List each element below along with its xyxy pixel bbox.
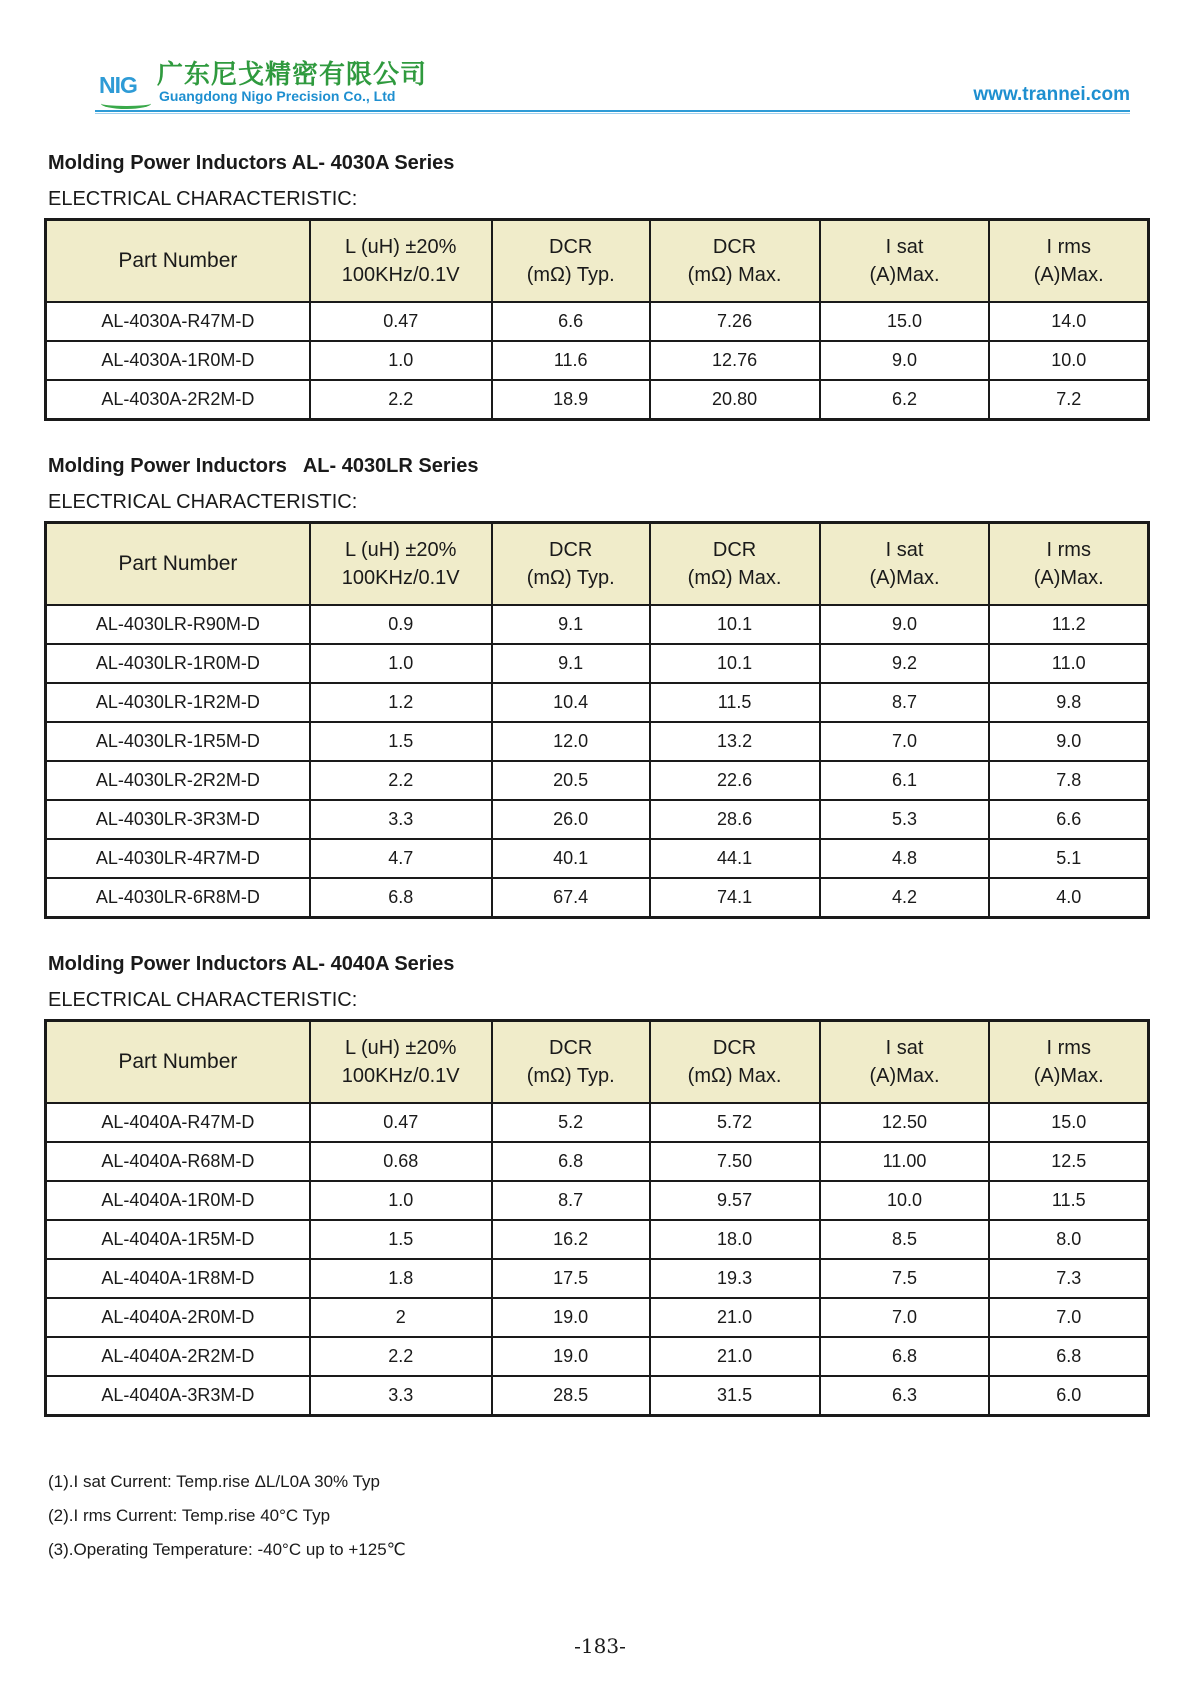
cell-irms: 7.3 xyxy=(989,1259,1148,1298)
cell-irms: 15.0 xyxy=(989,1103,1148,1142)
cell-dcr-max: 19.3 xyxy=(650,1259,820,1298)
cell-irms: 9.0 xyxy=(989,722,1148,761)
cell-dcr-typ: 16.2 xyxy=(492,1220,650,1259)
cell-isat: 6.2 xyxy=(820,380,990,420)
cell-isat: 6.3 xyxy=(820,1376,990,1416)
company-name-chinese: 广东尼戈精密有限公司 xyxy=(157,60,428,90)
cell-dcr-typ: 10.4 xyxy=(492,683,650,722)
cell-irms: 14.0 xyxy=(989,302,1148,341)
cell-dcr-max: 20.80 xyxy=(650,380,820,420)
cell-part-number: AL-4040A-1R0M-D xyxy=(46,1181,310,1220)
cell-dcr-max: 74.1 xyxy=(650,878,820,918)
cell-dcr-typ: 12.0 xyxy=(492,722,650,761)
cell-dcr-max: 5.72 xyxy=(650,1103,820,1142)
cell-part-number: AL-4040A-R68M-D xyxy=(46,1142,310,1181)
cell-isat: 12.50 xyxy=(820,1103,990,1142)
cell-dcr-typ: 18.9 xyxy=(492,380,650,420)
cell-dcr-max: 44.1 xyxy=(650,839,820,878)
section-subtitle: ELECTRICAL CHARACTERISTIC: xyxy=(48,989,358,1011)
col-header-part-number: Part Number xyxy=(46,523,310,606)
cell-irms: 6.0 xyxy=(989,1376,1148,1416)
logo-text: NIG xyxy=(99,72,137,98)
cell-dcr-max: 9.57 xyxy=(650,1181,820,1220)
table-row xyxy=(46,1181,1149,1220)
cell-dcr-typ: 11.6 xyxy=(492,341,650,380)
cell-isat: 7.5 xyxy=(820,1259,990,1298)
cell-dcr-typ: 8.7 xyxy=(492,1181,650,1220)
page-header xyxy=(95,50,1130,112)
cell-inductance: 0.47 xyxy=(310,302,492,341)
cell-dcr-typ: 9.1 xyxy=(492,605,650,644)
cell-inductance: 3.3 xyxy=(310,1376,492,1416)
cell-dcr-max: 21.0 xyxy=(650,1298,820,1337)
cell-irms: 9.8 xyxy=(989,683,1148,722)
cell-dcr-typ: 17.5 xyxy=(492,1259,650,1298)
series-section-4030a xyxy=(44,150,1152,421)
col-header-dcr-max: DCR (mΩ) Max. xyxy=(650,1021,820,1104)
col-header-inductance: L (uH) ±20% 100KHz/0.1V xyxy=(310,1021,492,1104)
col-header-isat: I sat (A)Max. xyxy=(820,523,990,606)
table-row xyxy=(46,722,1149,761)
section-title: Molding Power Inductors AL- 4030A Series xyxy=(48,152,455,174)
cell-isat: 7.0 xyxy=(820,722,990,761)
cell-inductance: 4.7 xyxy=(310,839,492,878)
cell-dcr-max: 31.5 xyxy=(650,1376,820,1416)
cell-part-number: AL-4030LR-6R8M-D xyxy=(46,878,310,918)
cell-isat: 9.2 xyxy=(820,644,990,683)
cell-dcr-typ: 28.5 xyxy=(492,1376,650,1416)
col-header-part-number: Part Number xyxy=(46,1021,310,1104)
table-row xyxy=(46,341,1149,380)
cell-dcr-max: 12.76 xyxy=(650,341,820,380)
cell-irms: 6.6 xyxy=(989,800,1148,839)
cell-part-number: AL-4030LR-1R5M-D xyxy=(46,722,310,761)
cell-inductance: 2.2 xyxy=(310,380,492,420)
table-row xyxy=(46,605,1149,644)
cell-isat: 9.0 xyxy=(820,341,990,380)
cell-dcr-max: 28.6 xyxy=(650,800,820,839)
footnote-operating-temp: (3).Operating Temperature: -40°C up to +125℃ xyxy=(48,1540,406,1559)
table-row xyxy=(46,644,1149,683)
cell-part-number: AL-4040A-3R3M-D xyxy=(46,1376,310,1416)
company-name-english: Guangdong Nigo Precision Co., Ltd xyxy=(159,88,396,104)
cell-isat: 5.3 xyxy=(820,800,990,839)
cell-part-number: AL-4040A-1R8M-D xyxy=(46,1259,310,1298)
cell-part-number: AL-4030A-R47M-D xyxy=(46,302,310,341)
section-title: Molding Power Inductors AL- 4040A Series xyxy=(48,953,455,975)
table-row xyxy=(46,1103,1149,1142)
table-row xyxy=(46,839,1149,878)
cell-dcr-typ: 40.1 xyxy=(492,839,650,878)
col-header-irms: I rms (A)Max. xyxy=(989,523,1148,606)
cell-part-number: AL-4030LR-2R2M-D xyxy=(46,761,310,800)
col-header-inductance: L (uH) ±20% 100KHz/0.1V xyxy=(310,220,492,303)
col-header-irms: I rms (A)Max. xyxy=(989,220,1148,303)
cell-isat: 10.0 xyxy=(820,1181,990,1220)
table-row xyxy=(46,1376,1149,1416)
col-header-dcr-max: DCR (mΩ) Max. xyxy=(650,220,820,303)
cell-inductance: 0.68 xyxy=(310,1142,492,1181)
table-header-row xyxy=(46,1021,1149,1104)
cell-irms: 11.2 xyxy=(989,605,1148,644)
cell-dcr-typ: 5.2 xyxy=(492,1103,650,1142)
cell-inductance: 0.9 xyxy=(310,605,492,644)
cell-dcr-max: 7.26 xyxy=(650,302,820,341)
cell-inductance: 1.8 xyxy=(310,1259,492,1298)
table-row xyxy=(46,878,1149,918)
cell-dcr-max: 10.1 xyxy=(650,605,820,644)
spec-table-4030lr xyxy=(44,521,1150,919)
table-row xyxy=(46,1337,1149,1376)
table-row xyxy=(46,380,1149,420)
cell-isat: 4.2 xyxy=(820,878,990,918)
section-title: Molding Power Inductors AL- 4030LR Series xyxy=(48,455,479,477)
cell-inductance: 1.5 xyxy=(310,722,492,761)
col-header-inductance: L (uH) ±20% 100KHz/0.1V xyxy=(310,523,492,606)
header-divider-light xyxy=(95,113,1130,114)
cell-dcr-max: 21.0 xyxy=(650,1337,820,1376)
footnote-irms: (2).I rms Current: Temp.rise 40°C Typ xyxy=(48,1506,331,1525)
table-header-row xyxy=(46,220,1149,303)
cell-inductance: 3.3 xyxy=(310,800,492,839)
cell-dcr-max: 11.5 xyxy=(650,683,820,722)
cell-isat: 6.8 xyxy=(820,1337,990,1376)
footnote-isat: (1).I sat Current: Temp.rise ΔL/L0A 30% Typ xyxy=(48,1472,380,1491)
cell-dcr-typ: 6.6 xyxy=(492,302,650,341)
cell-dcr-max: 7.50 xyxy=(650,1142,820,1181)
col-header-part-number: Part Number xyxy=(46,220,310,303)
cell-irms: 7.8 xyxy=(989,761,1148,800)
cell-irms: 11.5 xyxy=(989,1181,1148,1220)
cell-irms: 12.5 xyxy=(989,1142,1148,1181)
cell-part-number: AL-4040A-2R0M-D xyxy=(46,1298,310,1337)
cell-inductance: 1.0 xyxy=(310,1181,492,1220)
cell-inductance: 1.2 xyxy=(310,683,492,722)
cell-isat: 4.8 xyxy=(820,839,990,878)
cell-part-number: AL-4040A-R47M-D xyxy=(46,1103,310,1142)
cell-isat: 9.0 xyxy=(820,605,990,644)
section-subtitle: ELECTRICAL CHARACTERISTIC: xyxy=(48,188,358,210)
cell-isat: 11.00 xyxy=(820,1142,990,1181)
cell-part-number: AL-4030LR-R90M-D xyxy=(46,605,310,644)
table-header-row xyxy=(46,523,1149,606)
col-header-irms: I rms (A)Max. xyxy=(989,1021,1148,1104)
cell-irms: 10.0 xyxy=(989,341,1148,380)
table-row xyxy=(46,1142,1149,1181)
cell-dcr-typ: 19.0 xyxy=(492,1337,650,1376)
cell-inductance: 0.47 xyxy=(310,1103,492,1142)
cell-inductance: 1.5 xyxy=(310,1220,492,1259)
cell-irms: 6.8 xyxy=(989,1337,1148,1376)
cell-isat: 15.0 xyxy=(820,302,990,341)
col-header-dcr-typ: DCR (mΩ) Typ. xyxy=(492,220,650,303)
cell-inductance: 6.8 xyxy=(310,878,492,918)
header-divider xyxy=(95,110,1130,112)
cell-dcr-typ: 20.5 xyxy=(492,761,650,800)
spec-table-4030a xyxy=(44,218,1150,421)
table-row xyxy=(46,761,1149,800)
cell-part-number: AL-4030LR-1R0M-D xyxy=(46,644,310,683)
cell-dcr-max: 10.1 xyxy=(650,644,820,683)
cell-isat: 8.5 xyxy=(820,1220,990,1259)
cell-dcr-typ: 6.8 xyxy=(492,1142,650,1181)
page-number: -183- xyxy=(574,1634,626,1658)
table-row xyxy=(46,1220,1149,1259)
company-logo-icon xyxy=(95,68,159,108)
series-section-4040a xyxy=(44,951,1152,1417)
table-row xyxy=(46,1298,1149,1337)
cell-part-number: AL-4030A-1R0M-D xyxy=(46,341,310,380)
spec-table-4040a xyxy=(44,1019,1150,1417)
table-row xyxy=(46,800,1149,839)
table-row xyxy=(46,302,1149,341)
section-subtitle: ELECTRICAL CHARACTERISTIC: xyxy=(48,491,358,513)
cell-part-number: AL-4040A-2R2M-D xyxy=(46,1337,310,1376)
cell-part-number: AL-4030LR-4R7M-D xyxy=(46,839,310,878)
cell-part-number: AL-4030LR-3R3M-D xyxy=(46,800,310,839)
col-header-dcr-typ: DCR (mΩ) Typ. xyxy=(492,1021,650,1104)
table-row xyxy=(46,683,1149,722)
cell-irms: 5.1 xyxy=(989,839,1148,878)
cell-part-number: AL-4040A-1R5M-D xyxy=(46,1220,310,1259)
cell-dcr-max: 22.6 xyxy=(650,761,820,800)
cell-irms: 8.0 xyxy=(989,1220,1148,1259)
cell-part-number: AL-4030LR-1R2M-D xyxy=(46,683,310,722)
cell-inductance: 1.0 xyxy=(310,644,492,683)
cell-dcr-typ: 67.4 xyxy=(492,878,650,918)
cell-irms: 11.0 xyxy=(989,644,1148,683)
footnotes xyxy=(48,1465,406,1567)
cell-irms: 7.2 xyxy=(989,380,1148,420)
cell-irms: 4.0 xyxy=(989,878,1148,918)
col-header-dcr-max: DCR (mΩ) Max. xyxy=(650,523,820,606)
col-header-dcr-typ: DCR (mΩ) Typ. xyxy=(492,523,650,606)
cell-irms: 7.0 xyxy=(989,1298,1148,1337)
cell-inductance: 2 xyxy=(310,1298,492,1337)
cell-dcr-typ: 19.0 xyxy=(492,1298,650,1337)
cell-inductance: 2.2 xyxy=(310,761,492,800)
cell-part-number: AL-4030A-2R2M-D xyxy=(46,380,310,420)
cell-dcr-typ: 26.0 xyxy=(492,800,650,839)
cell-dcr-max: 18.0 xyxy=(650,1220,820,1259)
cell-isat: 8.7 xyxy=(820,683,990,722)
cell-isat: 7.0 xyxy=(820,1298,990,1337)
cell-inductance: 1.0 xyxy=(310,341,492,380)
cell-inductance: 2.2 xyxy=(310,1337,492,1376)
table-row xyxy=(46,1259,1149,1298)
col-header-isat: I sat (A)Max. xyxy=(820,1021,990,1104)
series-section-4030lr xyxy=(44,453,1152,919)
website-link[interactable]: www.trannei.com xyxy=(973,84,1130,105)
cell-dcr-max: 13.2 xyxy=(650,722,820,761)
cell-dcr-typ: 9.1 xyxy=(492,644,650,683)
col-header-isat: I sat (A)Max. xyxy=(820,220,990,303)
cell-isat: 6.1 xyxy=(820,761,990,800)
